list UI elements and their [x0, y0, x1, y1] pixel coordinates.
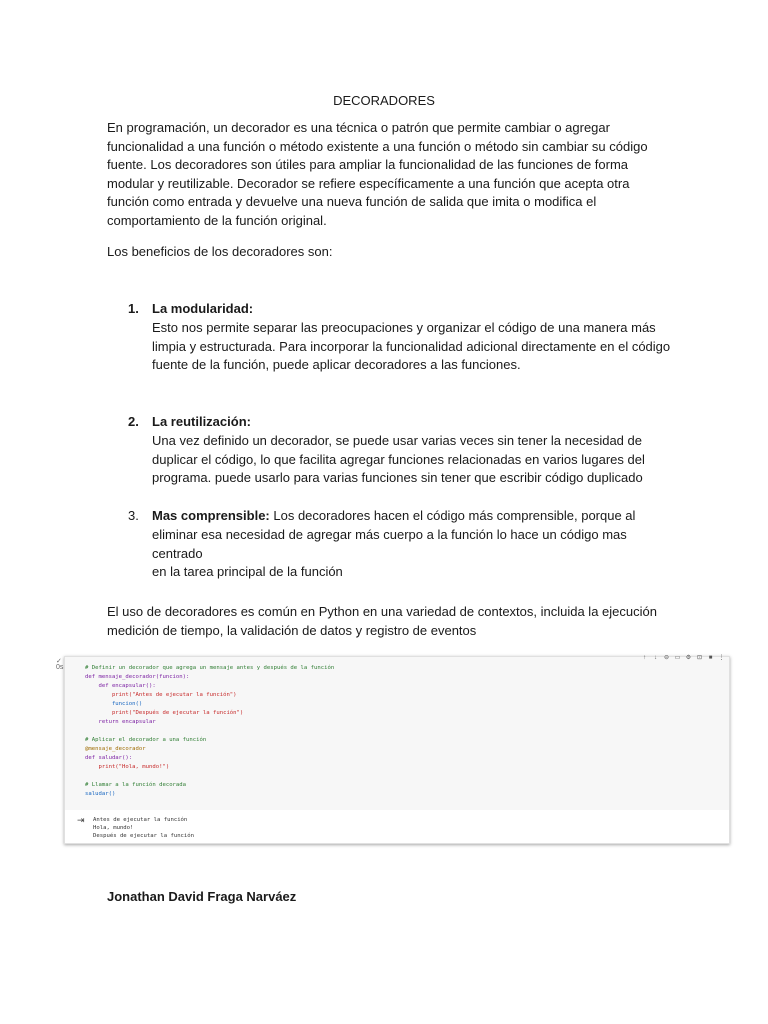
intro-paragraph [107, 119, 662, 231]
list-line: en la tarea principal de la función [152, 564, 343, 580]
arrow-up-icon[interactable]: ↑ [643, 655, 646, 661]
code-line [85, 727, 334, 736]
cell-output [93, 816, 194, 840]
code-area[interactable] [65, 657, 729, 810]
benefits-intro: Los beneficios de los decoradores son: [107, 244, 333, 259]
code-line: return encapsular [85, 719, 156, 725]
output-icon[interactable]: ⇥ [77, 815, 85, 825]
code-line: funcion() [85, 701, 143, 707]
code-line: def saludar(): [85, 755, 133, 761]
list-number: 1. [128, 301, 139, 316]
list-line: Esto nos permite separar las preocupaciones y organizar el código de una manera más [152, 319, 656, 335]
list-heading: La modularidad: [152, 301, 254, 316]
list-number: 3. [128, 508, 139, 523]
list-line: fuente de la función, puede aplicar decoradores a las funciones. [152, 357, 521, 373]
arrow-down-icon[interactable]: ↓ [654, 655, 657, 661]
closing-line: El uso de decoradores es común en Python en una variedad de contextos, incluida la ejecución [107, 604, 657, 619]
list-line: limpia y estructurada. Para incorporar la funcionalidad adicional directamente en el código [152, 338, 671, 354]
closing-line: medición de tiempo, la validación de datos y registro de eventos [107, 622, 477, 638]
code-line: # Llamar a la función decorada [85, 782, 187, 788]
output-line: Antes de ejecutar la función [93, 817, 188, 823]
code-line: print("Después de ejecutar la función") [85, 710, 244, 716]
list-heading-rest: Los decoradores hacen el código más comprensible, porque al [269, 508, 636, 523]
cell-status [56, 659, 64, 671]
list-item-body [152, 300, 672, 375]
notebook-cell-screenshot [56, 653, 732, 845]
list-item-body [152, 413, 672, 488]
list-line: eliminar esa necesidad de agregar más cuerpo a la función lo hace un código mas centrado [152, 526, 627, 561]
list-line: programa. puede usarlo para varias funciones sin tener que escribir código duplicado [152, 470, 643, 486]
link-icon[interactable]: ⊖ [663, 655, 670, 661]
code-line: saludar() [85, 791, 116, 797]
intro-line: comportamiento de la función original. [107, 212, 327, 228]
code-line [85, 772, 334, 781]
list-item-body [152, 507, 672, 582]
intro-line: modular y reutilizable. Decorador se refiere específicamente a una función que acepta otra [107, 175, 630, 191]
document-title: DECORADORES [333, 93, 435, 108]
intro-line: funcionalidad a una función o método existente a una función o método sin cambiar su código [107, 138, 648, 154]
code-line: # Definir un decorador que agrega un mensaje antes y después de la función [85, 665, 335, 671]
list-number: 2. [128, 414, 139, 429]
list-heading: La reutilización: [152, 414, 251, 429]
list-line: Una vez definido un decorador, se puede usar varias veces sin tener la necesidad de [152, 432, 642, 448]
code-line: # Aplicar el decorador a una función [85, 737, 207, 743]
code-line: def encapsular(): [85, 683, 156, 689]
more-icon[interactable]: ⋮ [718, 655, 725, 661]
check-icon: ✓ [56, 658, 62, 665]
mirror-icon[interactable]: ⊡ [696, 655, 703, 661]
intro-line: función como entrada y devuelve una nueva función de salida que imita o modifica el [107, 194, 597, 210]
list-first-line [152, 507, 672, 526]
code-line: print("Hola, mundo!") [85, 764, 170, 770]
code-line: @mensaje_decorador [85, 746, 146, 752]
comment-icon[interactable]: ▭ [674, 655, 681, 661]
output-line: Hola, mundo! [93, 825, 134, 831]
code-line: def mensaje_decorador(funcion): [85, 674, 190, 680]
intro-line: En programación, un decorador es una técnica o patrón que permite cambiar o agregar [107, 120, 610, 135]
output-line: Después de ejecutar la función [93, 833, 195, 839]
delete-icon[interactable]: ■ [708, 655, 713, 661]
author-name: Jonathan David Fraga Narváez [107, 889, 297, 904]
cell-toolbar [641, 655, 725, 664]
code-line: print("Antes de ejecutar la función") [85, 692, 237, 698]
code-text [85, 664, 334, 799]
list-heading: Mas comprensible: [152, 508, 270, 523]
intro-line: fuente. Los decoradores son útiles para ampliar la funcionalidad de las funciones de forma [107, 157, 629, 173]
closing-paragraph [107, 603, 662, 640]
list-line: duplicar el código, lo que facilita agregar funciones relacionadas en varios lugares del [152, 451, 645, 467]
cell-exec-time: 0s [56, 664, 64, 671]
settings-icon[interactable]: ⚙ [685, 655, 692, 661]
code-cell [64, 656, 730, 844]
